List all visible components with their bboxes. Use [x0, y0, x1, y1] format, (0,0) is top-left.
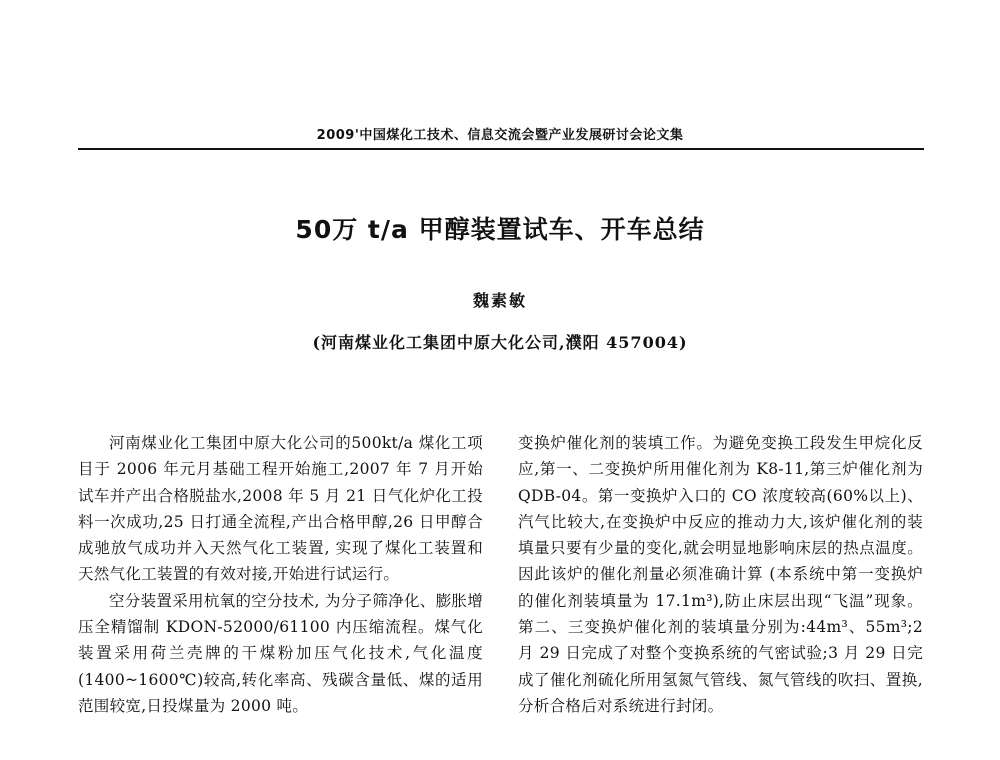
article-title: 50万 t/a 甲醇装置试车、开车总结	[295, 215, 705, 244]
proceedings-header: 2009'中国煤化工技术、信息交流会暨产业发展研讨会论文集	[316, 128, 684, 143]
author-name: 魏素敏	[472, 291, 527, 310]
header-rule	[78, 148, 924, 150]
body-paragraph-continued: 变换炉催化剂的装填工作。为避免变换工段发生甲烷化反应,第一、二变换炉所用催化剂为 K8-11,第三炉催化剂为 QDB-04。第一变换炉入口的 CO 浓度较高(60%以上)、汽气比较大,在变换炉中反应的推动力大,该炉催化剂的装填量只要有少量的变化,就会明显地影响床层的热点温度。因此该炉的催化剂量必须准确计算 (本系统中第一变换炉的催化剂装填量为 17.1m³),防止床层出现“飞温”现象。第二、三变换炉催化剂的装填量分别为:44m³、55m³;2 月 29 日完成了对整个变换系统的气密试验;3 月 29 日完成了催化剂硫化所用氢氮气管线、氮气管线的吹扫、置换,分析合格后对系统进行封闭。	[518, 434, 923, 715]
body-column-left	[78, 430, 483, 719]
body-column-right	[518, 430, 923, 719]
body-paragraph: 河南煤业化工集团中原大化公司的500kt/a 煤化工项目于 2006 年元月基础工程开始施工,2007 年 7 月开始试车并产出合格脱盐水,2008 年 5 月 21 日气化炉化工投料一次成功,25 日打通全流程,产出合格甲醇,26 日甲醇合成驰放气成功并入天然气化工装置, 实现了煤化工装置和天然气化工装置的有效对接,开始进行试运行。	[78, 434, 483, 584]
body-paragraph: 空分装置采用杭氧的空分技术, 为分子筛净化、膨胀增压全精馏制 KDON-52000/61100 内压缩流程。煤气化装置采用荷兰壳牌的干煤粉加压气化技术,气化温度(1400~1600℃)较高,转化率高、残碳含量低、煤的适用范围较宽,日投煤量为 2000 吨。	[78, 591, 483, 715]
author-affiliation: (河南煤业化工集团中原大化公司,濮阳 457004)	[312, 333, 688, 352]
